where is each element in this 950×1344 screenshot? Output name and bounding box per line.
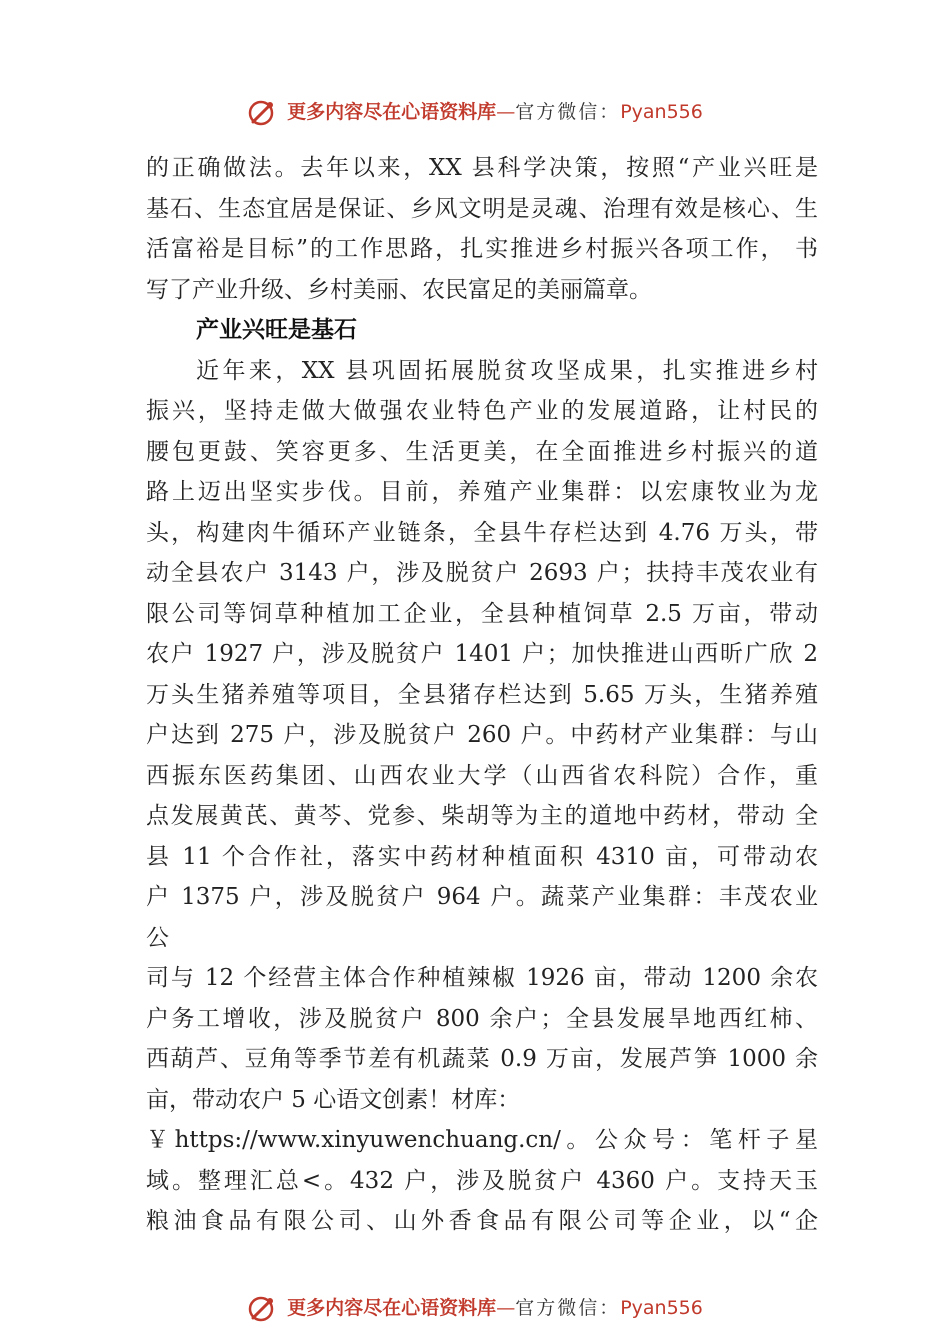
banner-contact-id: Pyan556: [620, 1297, 703, 1319]
body-line: 万头生猪养殖等项目，全县猪存栏达到 5.65 万头，生猪养殖: [146, 681, 818, 708]
section-heading: 产业兴旺是基石: [196, 316, 357, 343]
body-line: 西振东医药集团、山西农业大学（山西省农科院）合作，重: [146, 762, 818, 789]
intro-line: 的正确做法。去年以来，XX 县科学决策，按照“产业兴旺是: [146, 155, 818, 181]
body-line: 司与 12 个经营主体合作种植辣椒 1926 亩，带动 1200 余农: [146, 965, 818, 991]
intro-line: 写了产业升级、乡村美丽、农民富足的美丽篇章。: [146, 276, 652, 303]
body-line: 农户 1927 户，涉及脱贫户 1401 户；加快推进山西昕广欣 2: [146, 641, 818, 667]
document-body: [146, 148, 818, 1242]
body-line: 路上迈出坚实步伐。目前，养殖产业集群：以宏康牧业为龙: [146, 479, 818, 505]
body-line: 西葫芦、豆角等季节差有机蔬菜 0.9 万亩，发展芦笋 1000 余: [146, 1046, 818, 1072]
intro-line: 基石、生态宜居是保证、乡风文明是灵魂、治理有效是核心、生: [146, 195, 818, 222]
body-line: 振兴，坚持走做大做强农业特色产业的发展道路，让村民的: [146, 398, 818, 424]
brush-logo-icon: [247, 98, 277, 128]
body-line: 点发展黄芪、黄芩、党参、柴胡等为主的道地中药材，带动 全: [146, 803, 818, 829]
brush-logo-icon: [247, 1294, 277, 1324]
body-line: 粮油食品有限公司、山外香食品有限公司等企业，以“企: [146, 1208, 818, 1234]
body-line: 户 1375 户，涉及脱贫户 964 户。蔬菜产业集群：丰茂农业: [146, 884, 818, 910]
header-watermark-banner: [0, 98, 950, 128]
body-line: 户务工增收，涉及脱贫户 800 余户；全县发展旱地西红柿、: [146, 1005, 818, 1032]
body-line: 头，构建肉牛循环产业链条，全县牛存栏达到 4.76 万头，带: [146, 519, 818, 546]
body-line: 腰包更鼓、笑容更多、生活更美，在全面推进乡村振兴的道: [146, 438, 818, 465]
body-line: 限公司等饲草种植加工企业，全县种植饲草 2.5 万亩，带动: [146, 600, 818, 627]
body-line: 公: [146, 924, 169, 951]
banner-dash: —: [496, 1297, 516, 1319]
body-line: 亩，带动农户 5 心语文创素！材库：: [146, 1086, 521, 1113]
banner-contact-id: Pyan556: [620, 101, 703, 123]
body-line: 户达到 275 户，涉及脱贫户 260 户。中药材产业集群：与山: [146, 722, 818, 748]
banner-contact-label: 官方微信：: [515, 1297, 621, 1319]
body-line: 县 11 个合作社，落实中药材种植面积 4310 亩，可带动农: [146, 843, 818, 870]
body-line: 近年来，XX 县巩固拓展脱贫攻坚成果，扎实推进乡村: [196, 357, 818, 384]
banner-brand-text: 更多内容尽在心语资料库: [287, 101, 497, 123]
body-line: ￥https://www.xinyuwenchuang.cn/。公众号：笔杆子星: [146, 1127, 818, 1153]
body-line: 动全县农户 3143 户，涉及脱贫户 2693 户；扶持丰茂农业有: [146, 560, 818, 586]
banner-brand-text: 更多内容尽在心语资料库: [287, 1297, 497, 1319]
intro-line: 活富裕是目标”的工作思路，扎实推进乡村振兴各项工作， 书: [146, 236, 818, 262]
banner-contact-label: 官方微信：: [515, 101, 621, 123]
body-line: 域。整理汇总<。432 户，涉及脱贫户 4360 户。支持天玉: [146, 1167, 818, 1194]
banner-dash: —: [496, 101, 516, 123]
footer-watermark-banner: [0, 1294, 950, 1324]
